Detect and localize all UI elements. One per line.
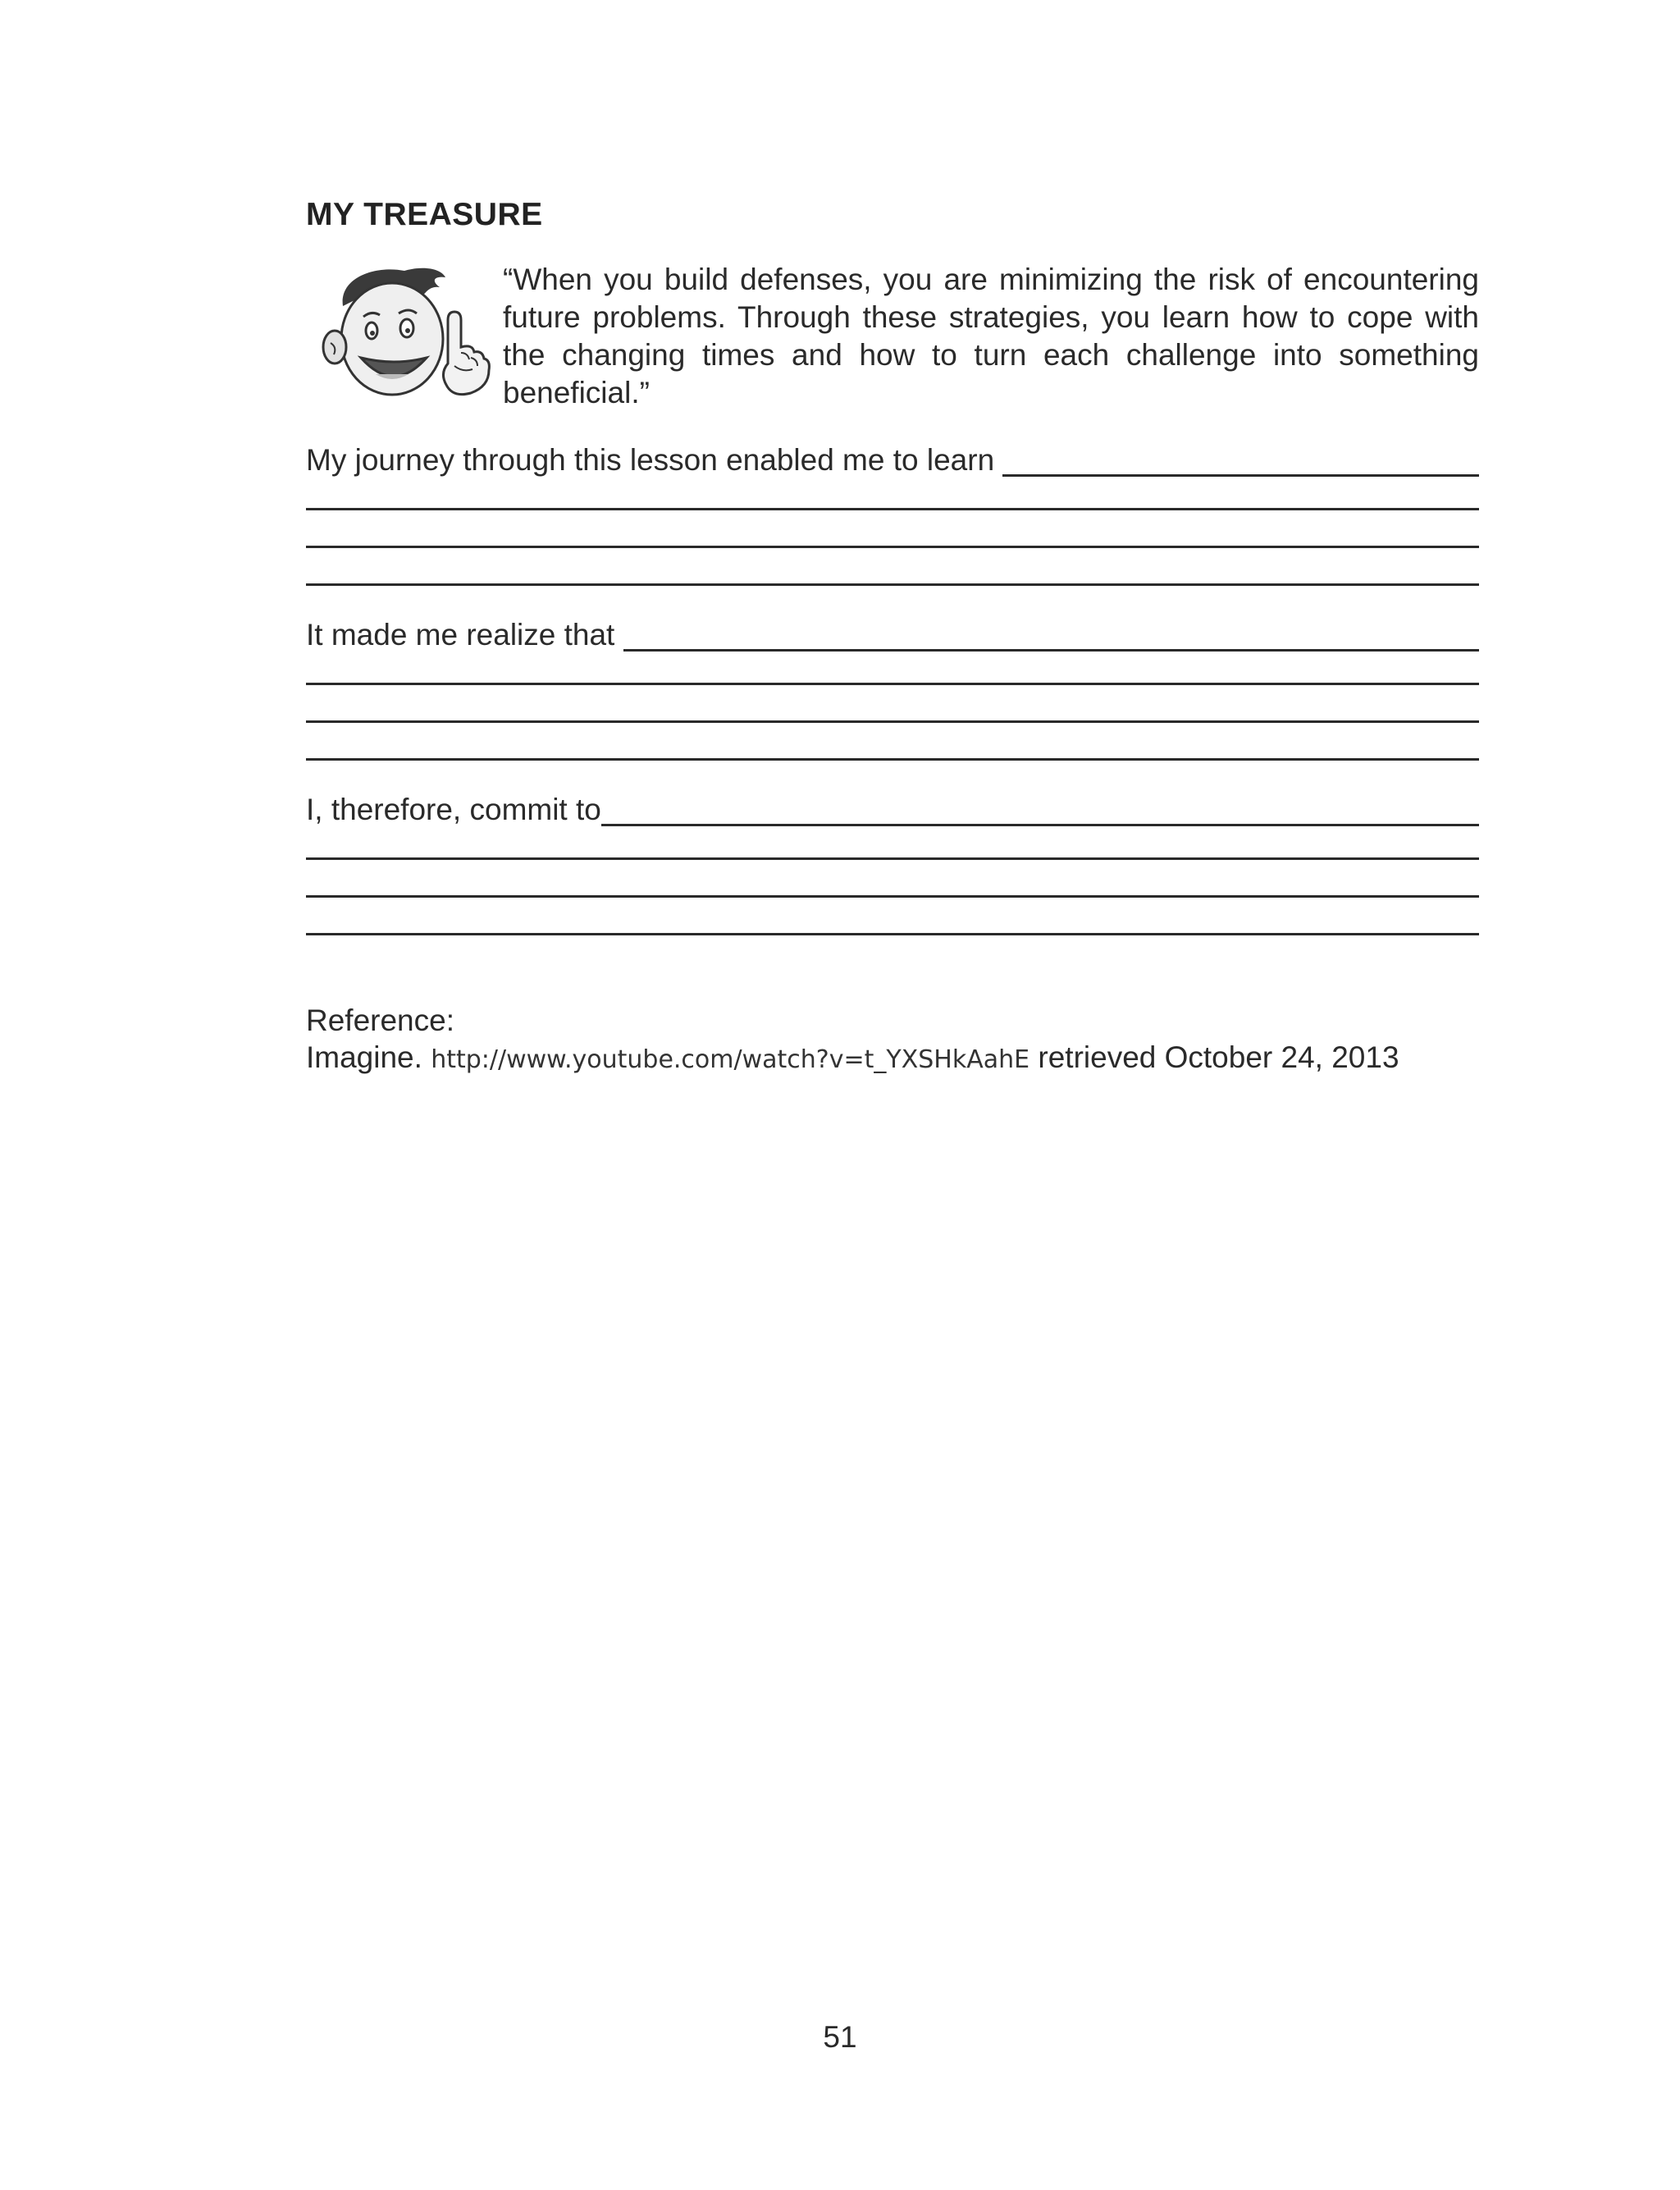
- reference-entry: [306, 1040, 1399, 1075]
- reference-label: Reference:: [306, 1004, 454, 1037]
- realize-prompt-label: It made me realize that: [306, 618, 623, 652]
- learned-answer-line-2[interactable]: [306, 508, 1479, 510]
- commit-answer-line[interactable]: [601, 791, 1479, 826]
- learned-answer-line-3[interactable]: [306, 546, 1479, 548]
- commit-prompt: [306, 787, 1479, 826]
- reference-title: Imagine.: [306, 1040, 422, 1074]
- treasure-quote: “When you build defenses, you are minimizing the risk of encountering future problems. Through these strategies, you learn how to cope with the changing times and how to turn each challenge into something beneficial.”: [503, 263, 1479, 409]
- learned-prompt-label: My journey through this lesson enabled me to learn: [306, 443, 1003, 477]
- commit-answer-line-3[interactable]: [306, 895, 1479, 898]
- realize-answer-line-3[interactable]: [306, 720, 1479, 723]
- commit-answer-line-2[interactable]: [306, 857, 1479, 860]
- realize-answer-line-2[interactable]: [306, 683, 1479, 685]
- reference-url[interactable]: http://www.youtube.com/watch?v=t_YXSHkAahE: [431, 1045, 1030, 1074]
- page-number: 51: [823, 2020, 857, 2054]
- learned-prompt: [306, 437, 1479, 477]
- realize-answer-line-4[interactable]: [306, 758, 1479, 761]
- realize-answer-line[interactable]: [623, 616, 1479, 652]
- realize-prompt: [306, 612, 1479, 652]
- learned-answer-line[interactable]: [1002, 441, 1479, 477]
- cartoon-boy-pointing-finger-icon: [310, 261, 491, 409]
- section-title: MY TREASURE: [306, 197, 543, 232]
- learned-answer-line-4[interactable]: [306, 583, 1479, 586]
- reference-retrieved: retrieved October 24, 2013: [1038, 1040, 1399, 1074]
- commit-answer-line-4[interactable]: [306, 933, 1479, 935]
- commit-prompt-label: I, therefore, commit to: [306, 793, 601, 826]
